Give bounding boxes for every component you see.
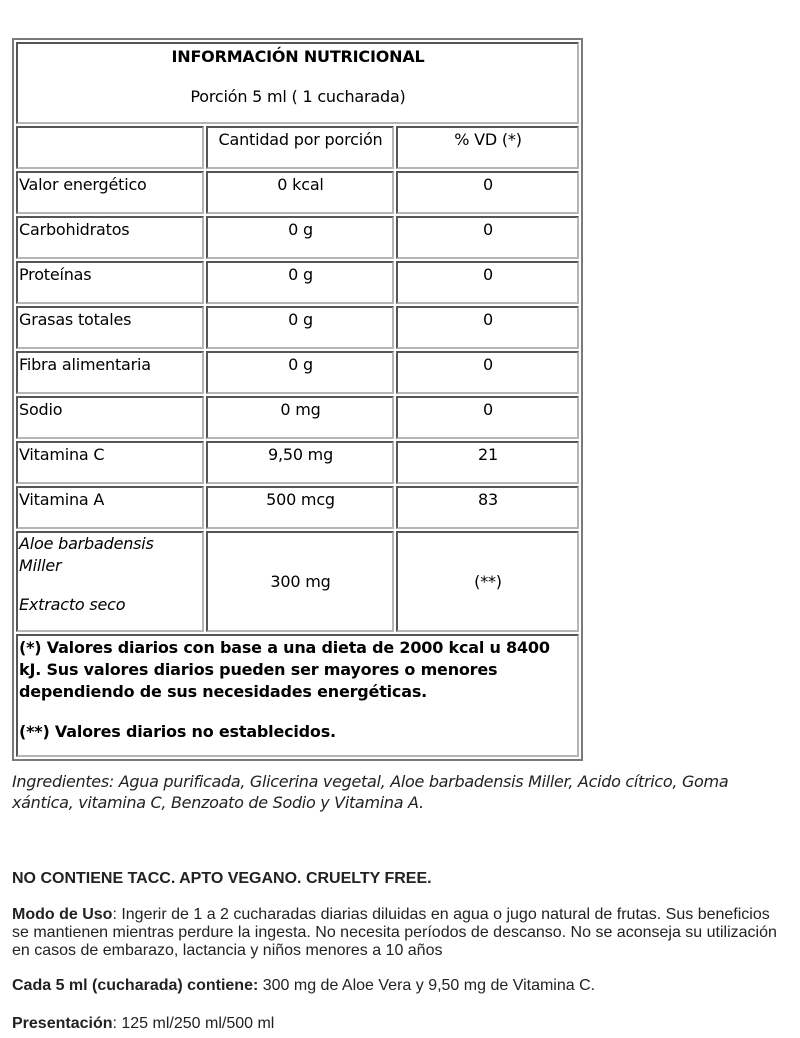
product-info xyxy=(12,870,784,1033)
nutrient-amount: 0 kcal xyxy=(206,171,394,214)
table-row xyxy=(16,171,579,214)
nutrient-amount: 0 g xyxy=(206,261,394,304)
nutrient-name: Fibra alimentaria xyxy=(16,351,204,394)
nutrient-vd: 0 xyxy=(396,396,579,439)
nutrient-vd: 0 xyxy=(396,261,579,304)
table-row xyxy=(16,216,579,259)
portion-size: Porción 5 ml ( 1 cucharada) xyxy=(190,87,406,106)
nutrient-name: Grasas totales xyxy=(16,306,204,349)
column-header-amount: Cantidad por porción xyxy=(206,126,394,169)
presentation-text: : 125 ml/250 ml/500 ml xyxy=(112,1015,275,1032)
aloe-name: Aloe barbadensis Miller xyxy=(19,534,154,575)
usage-paragraph xyxy=(12,906,784,960)
ingredients-text: Ingredientes: Agua purificada, Glicerina vegetal, Aloe barbadensis Miller, Acido cítrico, Goma xántica, vitamina C, Benzoato de Sodio y Vitamina A. xyxy=(12,772,729,812)
nutrient-vd: 0 xyxy=(396,216,579,259)
nutrient-name: Vitamina C xyxy=(16,441,204,484)
table-row xyxy=(16,306,579,349)
table-title: INFORMACIÓN NUTRICIONAL xyxy=(171,47,425,66)
usage-text: : Ingerir de 1 a 2 cucharadas diarias diluidas en agua o jugo natural de frutas. Sus beneficios se mantienen mientras perdure la ingesta. No necesita períodos de descanso. No se aconseja su utilización en casos de embarazo, lactancia y niños menores a 10 años xyxy=(12,906,777,959)
nutrient-amount: 0 g xyxy=(206,351,394,394)
nutrient-vd: 21 xyxy=(396,441,579,484)
table-row xyxy=(16,396,579,439)
aloe-subtitle: Extracto seco xyxy=(19,595,126,614)
nutrient-vd: 83 xyxy=(396,486,579,529)
footnote-not-established: (**) Valores diarios no establecidos. xyxy=(19,722,336,741)
nutrient-name: Proteínas xyxy=(16,261,204,304)
claims-line: NO CONTIENE TACC. APTO VEGANO. CRUELTY FREE. xyxy=(12,870,432,887)
page-content xyxy=(12,38,784,1033)
nutrient-amount: 0 mg xyxy=(206,396,394,439)
table-row xyxy=(16,351,579,394)
footnote-daily-values: (*) Valores diarios con base a una dieta de 2000 kcal u 8400 kJ. Sus valores diarios pueden ser mayores o menores dependiendo de sus necesidades energéticas. xyxy=(19,638,550,701)
nutrition-table xyxy=(12,38,583,761)
table-row xyxy=(16,486,579,529)
presentation-label: Presentación xyxy=(12,1015,113,1032)
table-row xyxy=(16,441,579,484)
content-paragraph xyxy=(12,977,784,995)
nutrient-amount: 9,50 mg xyxy=(206,441,394,484)
presentation-paragraph xyxy=(12,1015,784,1033)
nutrient-name: Sodio xyxy=(16,396,204,439)
table-footnotes xyxy=(16,634,579,757)
nutrient-amount: 0 g xyxy=(206,216,394,259)
nutrient-vd: 0 xyxy=(396,306,579,349)
nutrient-vd: 0 xyxy=(396,351,579,394)
content-label: Cada 5 ml (cucharada) contiene: xyxy=(12,977,259,994)
aloe-amount: 300 mg xyxy=(206,531,394,632)
nutrient-amount: 500 mcg xyxy=(206,486,394,529)
empty-header-cell xyxy=(16,126,204,169)
table-header-cell xyxy=(16,42,579,124)
nutrient-name: Valor energético xyxy=(16,171,204,214)
aloe-vd: (**) xyxy=(396,531,579,632)
table-row-aloe xyxy=(16,531,579,632)
nutrient-name: Carbohidratos xyxy=(16,216,204,259)
nutrient-vd: 0 xyxy=(396,171,579,214)
column-header-vd: % VD (*) xyxy=(396,126,579,169)
usage-label: Modo de Uso xyxy=(12,906,113,923)
nutrient-name: Vitamina A xyxy=(16,486,204,529)
content-text: 300 mg de Aloe Vera y 9,50 mg de Vitamina C. xyxy=(258,977,596,994)
table-row xyxy=(16,261,579,304)
aloe-name-cell xyxy=(16,531,204,632)
nutrient-amount: 0 g xyxy=(206,306,394,349)
